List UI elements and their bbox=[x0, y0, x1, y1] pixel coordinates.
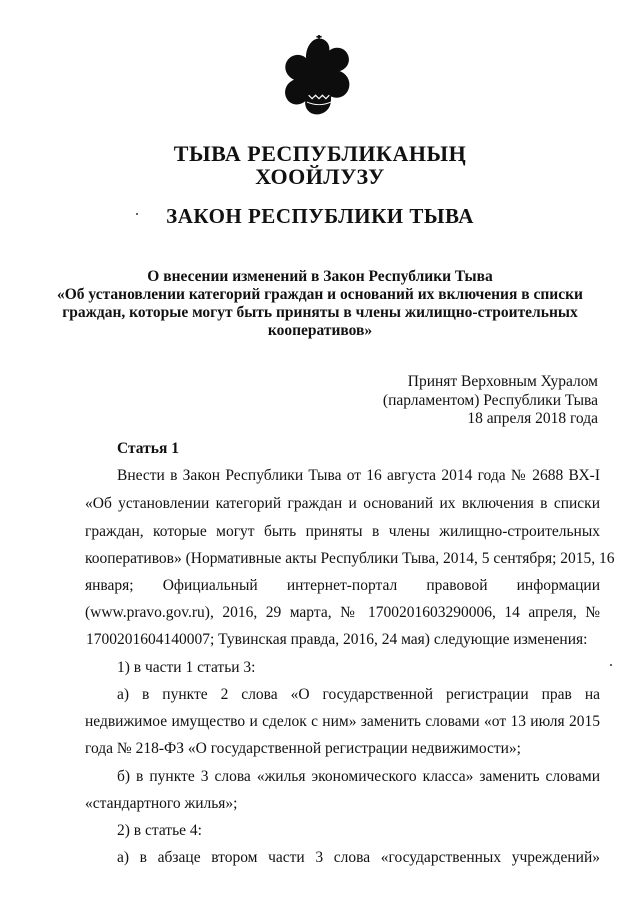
article-line: «Об установлении категорий граждан и оснований их включения в списки bbox=[85, 495, 600, 512]
article-line: граждан, которые могут быть приняты в члены жилищно-строительных bbox=[85, 523, 600, 540]
subject-line: кооперативов» bbox=[267, 322, 373, 339]
article-line: января; Официальный интернет-портал правовой информации bbox=[85, 577, 600, 594]
article-line: года № 218-ФЗ «О государственной регистрации недвижимости»; bbox=[85, 740, 521, 757]
subject-line: «Об установлении категорий граждан и оснований их включения в списки bbox=[57, 286, 583, 303]
adoption-line: (парламентом) Республики Тыва bbox=[382, 391, 598, 409]
article-line: 2) в статье 4: bbox=[117, 822, 202, 839]
header-tyva-line1: ТЫВА РЕСПУБЛИКАНЫҢ bbox=[173, 141, 467, 166]
article-title: Статья 1 bbox=[117, 440, 179, 457]
law-subject bbox=[0, 268, 640, 340]
subject-line: граждан, которые могут быть приняты в члены жилищно-строительных bbox=[62, 304, 578, 321]
article-line: а) в пункте 2 слова «О государственной регистрации прав на bbox=[117, 686, 600, 703]
scan-speck bbox=[136, 213, 138, 215]
article-line: Внести в Закон Республики Тыва от 16 августа 2014 года № 2688 ВХ-I bbox=[117, 467, 600, 484]
law-title: ЗАКОН РЕСПУБЛИКИ ТЫВА bbox=[166, 204, 474, 228]
tyva-emblem-icon bbox=[276, 35, 362, 121]
article-line: а) в абзаце втором части 3 слова «государственных учреждений» bbox=[117, 849, 600, 866]
adoption-line: 18 апреля 2018 года bbox=[467, 410, 598, 427]
adoption-line: Принят Верховным Хуралом bbox=[407, 373, 598, 390]
scan-speck bbox=[610, 664, 612, 666]
article-line: кооперативов» (Нормативные акты Республики Тыва, 2014, 5 сентября; 2015, 16 bbox=[85, 550, 615, 567]
subject-line: О внесении изменений в Закон Республики Тыва bbox=[147, 268, 493, 285]
article-line: недвижимое имущество и сделок с ним» заменить словами «от 13 июля 2015 bbox=[85, 713, 600, 730]
header-tyva-line2: ХООЙЛУЗУ bbox=[255, 164, 385, 189]
article-line: 1700201604140007; Тувинская правда, 2016, 24 мая) следующие изменения: bbox=[86, 631, 588, 648]
article-line: «стандартного жилья»; bbox=[85, 795, 238, 812]
article-line: (www.pravo.gov.ru), 2016, 29 марта, № 1700201603290006, 14 апреля, № bbox=[85, 604, 600, 621]
article-line: 1) в части 1 статьи 3: bbox=[117, 659, 256, 676]
adoption-note bbox=[383, 373, 598, 429]
article-line: б) в пункте 3 слова «жилья экономического класса» заменить словами bbox=[117, 768, 600, 785]
